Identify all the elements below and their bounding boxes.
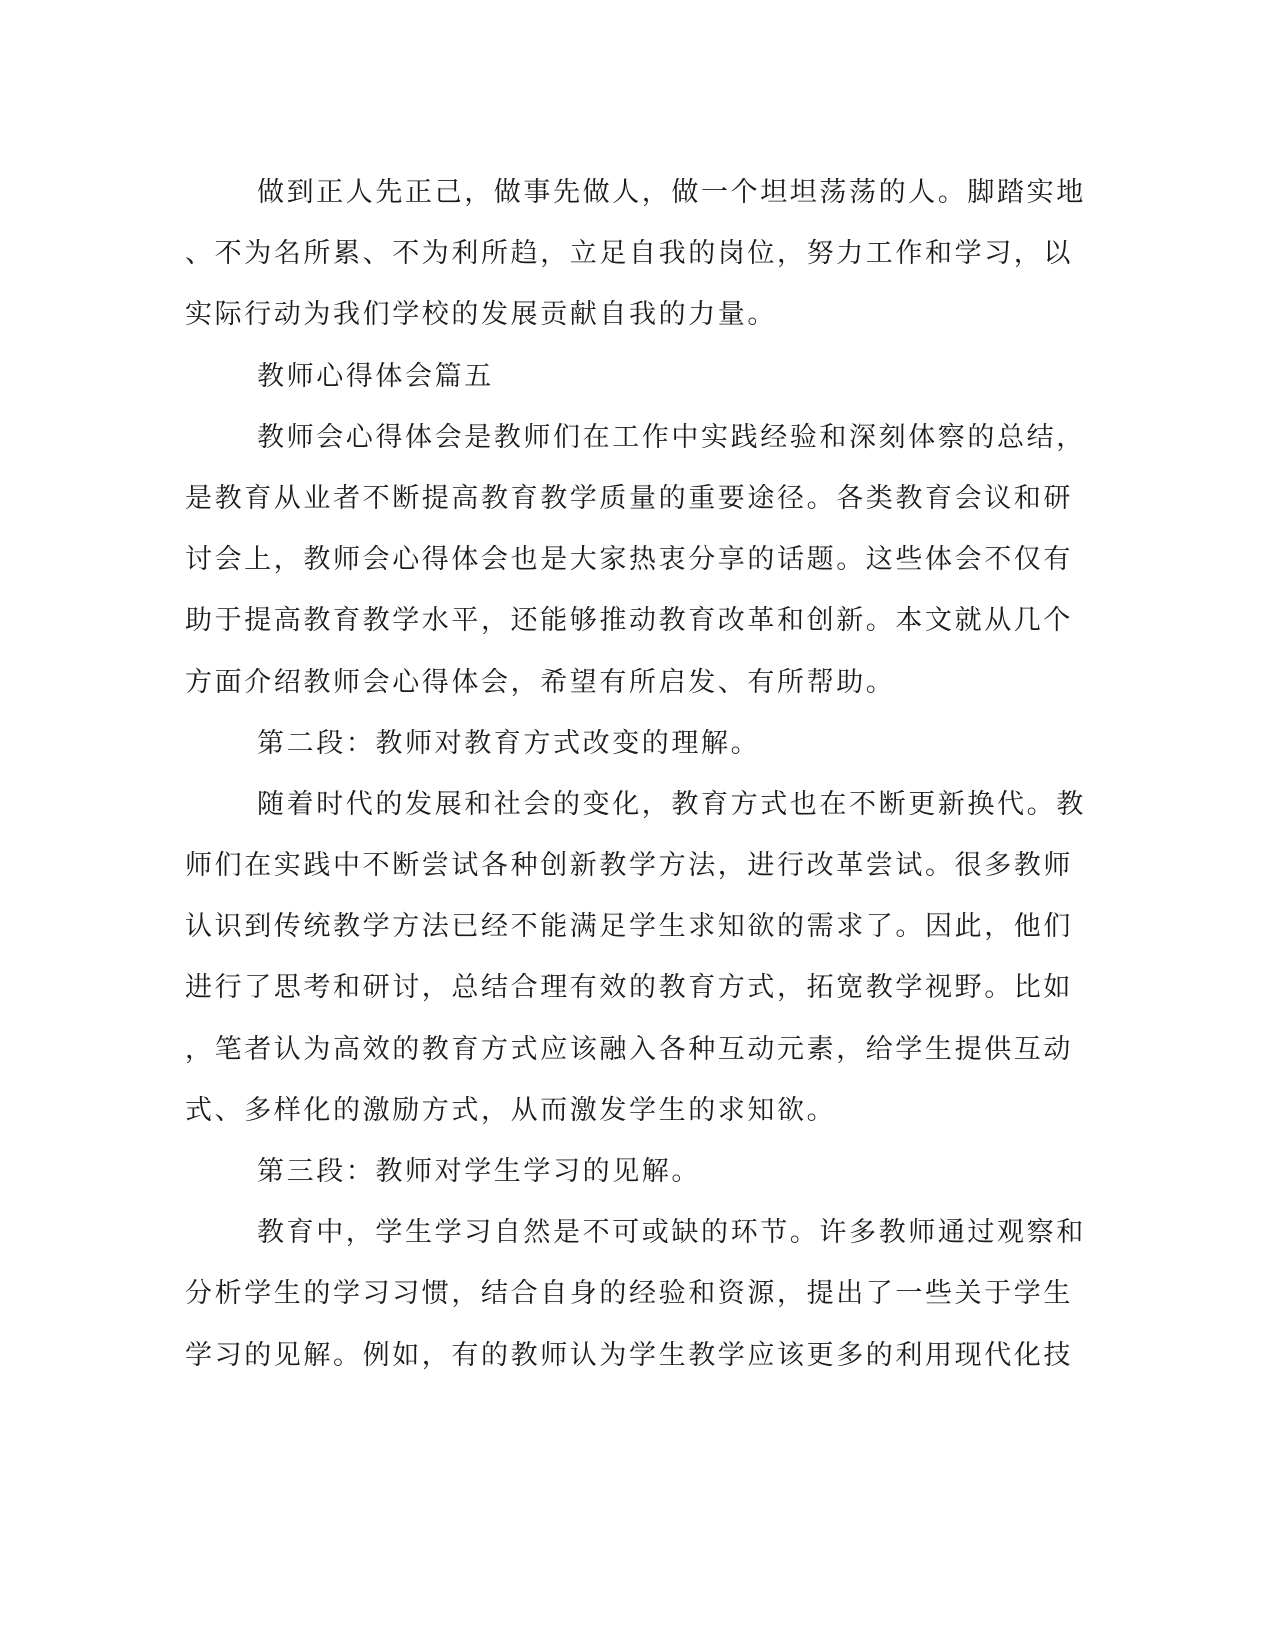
text-line: 实际行动为我们学校的发展贡献自我的力量。 <box>185 299 777 331</box>
text-line: 师们在实践中不断尝试各种创新教学方法，进行改革尝试。很多教师 <box>185 850 1073 882</box>
text-line: ，笔者认为高效的教育方式应该融入各种互动元素，给学生提供互动 <box>185 1033 1073 1065</box>
text-line: 式、多样化的激励方式，从而激发学生的求知欲。 <box>185 1094 837 1126</box>
text-line: 助于提高教育教学水平，还能够推动教育改革和创新。本文就从几个 <box>185 605 1073 637</box>
section-heading: 第二段：教师对教育方式改变的理解。 <box>257 727 761 759</box>
text-line: 分析学生的学习习惯，结合自身的经验和资源，提出了一些关于学生 <box>185 1278 1073 1310</box>
text-line: 做到正人先正己，做事先做人，做一个坦坦荡荡的人。脚踏实地 <box>257 177 1086 208</box>
document-body <box>185 162 1086 1386</box>
text-line: 进行了思考和研讨，总结合理有效的教育方式，拓宽教学视野。比如 <box>185 972 1073 1004</box>
text-line: 、不为名所累、不为利所趋，立足自我的岗位，努力工作和学习，以 <box>185 238 1073 270</box>
section-heading: 教师心得体会篇五 <box>257 360 494 392</box>
text-line: 教育中，学生学习自然是不可或缺的环节。许多教师通过观察和 <box>257 1217 1086 1249</box>
text-line: 学习的见解。例如，有的教师认为学生教学应该更多的利用现代化技 <box>185 1339 1073 1371</box>
text-line: 教师会心得体会是教师们在工作中实践经验和深刻体察的总结， <box>257 421 1086 453</box>
text-line: 方面介绍教师会心得体会，希望有所启发、有所帮助。 <box>185 666 896 698</box>
text-line: 认识到传统教学方法已经不能满足学生求知欲的需求了。因此，他们 <box>185 911 1073 943</box>
text-line: 随着时代的发展和社会的变化，教育方式也在不断更新换代。教 <box>257 788 1086 820</box>
section-heading: 第三段：教师对学生学习的见解。 <box>257 1156 701 1187</box>
text-line: 讨会上，教师会心得体会也是大家热衷分享的话题。这些体会不仅有 <box>185 544 1073 576</box>
text-line: 是教育从业者不断提高教育教学质量的重要途径。各类教育会议和研 <box>185 482 1073 514</box>
